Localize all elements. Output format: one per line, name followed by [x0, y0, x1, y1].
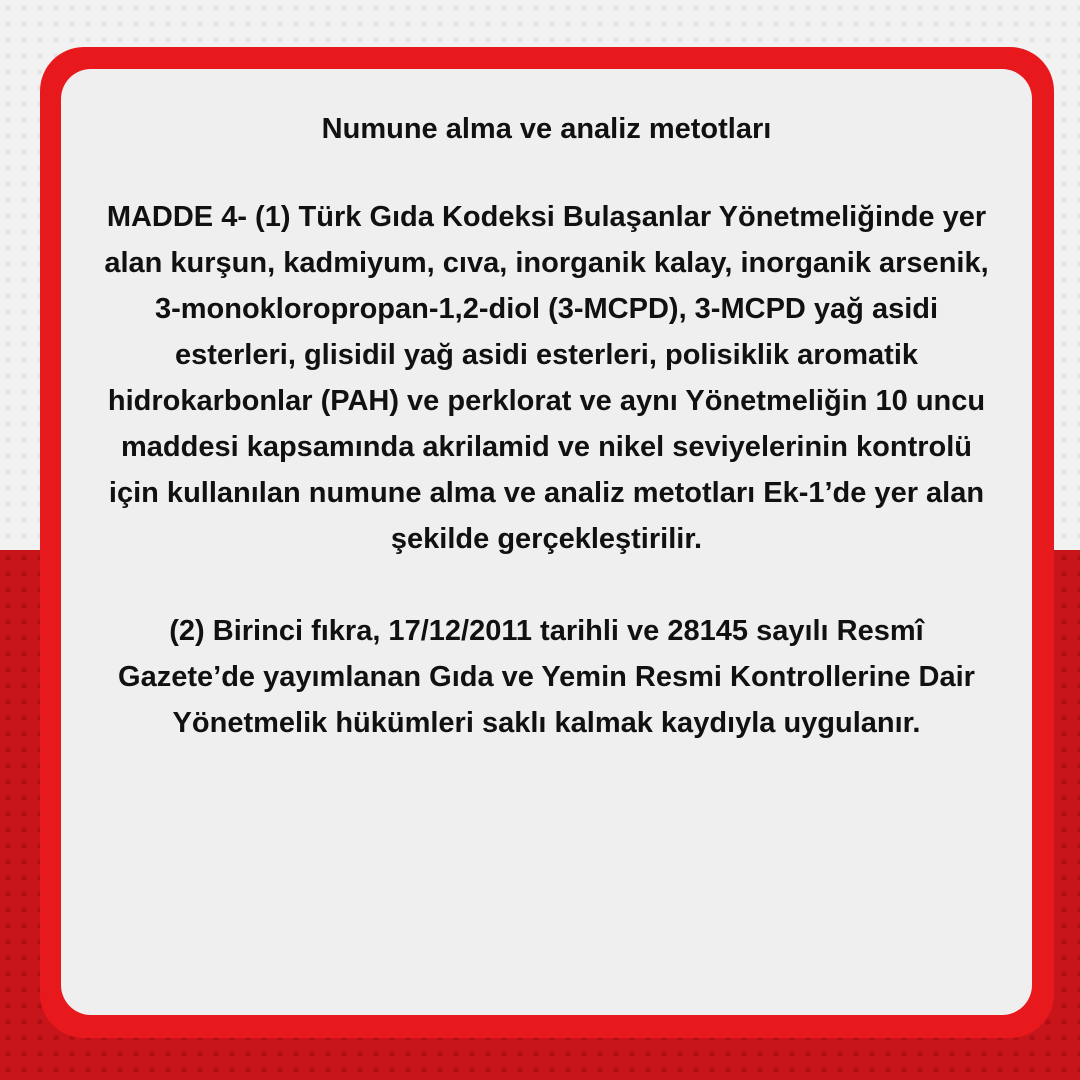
- paragraph-madde-4-2: (2) Birinci fıkra, 17/12/2011 tarihli ve 28145 sayılı Resmî Gazete’de yayımlanan Gıda ve Yemin Resmi Kontrollerine Dair Yönetmelik hükümleri saklı kalmak kaydıyla uygulanır.: [118, 615, 975, 739]
- paragraph-madde-4-1: MADDE 4- (1) Türk Gıda Kodeksi Bulaşanlar Yönetmeliğinde yer alan kurşun, kadmiyum, cıva, inorganik kalay, inorganik arsenik, 3-monokloropropan-1,2-diol (3-MCPD), 3-MCPD yağ asidi esterleri, glisidil yağ asidi esterleri, polisiklik aromatik hidrokarbonlar (PAH) ve perklorat ve aynı Yönetmeliğin 10 uncu maddesi kapsamında akrilamid ve nikel seviyelerinin kontrolü için kullanılan numune alma ve analiz metotları Ek-1’de yer alan şekilde gerçekleştirilir.: [104, 201, 989, 555]
- document-heading: Numune alma ve analiz metotları: [321, 113, 772, 145]
- card-content: [61, 104, 1032, 746]
